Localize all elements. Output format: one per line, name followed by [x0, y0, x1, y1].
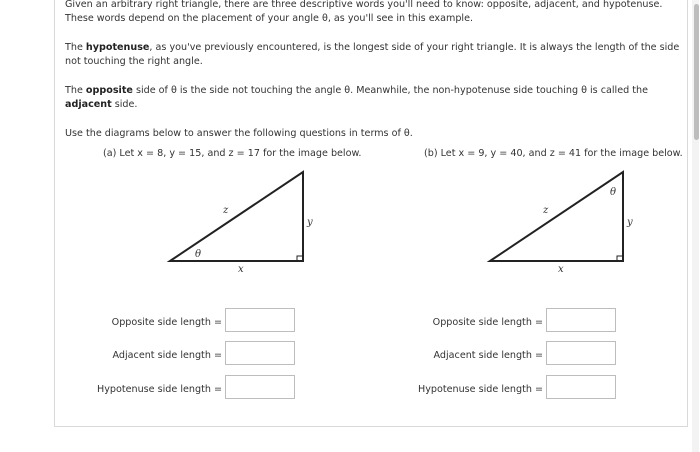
part-b-opposite-label: Opposite side length = [432, 317, 543, 328]
adjacent-term: adjacent [65, 99, 112, 110]
part-a-opposite-label: Opposite side length = [111, 317, 222, 328]
opposite-term: opposite [85, 85, 133, 96]
instruction-text: Use the diagrams below to answer the following questions in terms of θ. [65, 128, 413, 139]
part-b-adjacent-label: Adjacent side length = [433, 350, 543, 361]
triangle-a-label-x: x [238, 264, 244, 275]
triangle-b [490, 172, 623, 261]
hypotenuse-paragraph [65, 41, 679, 69]
opposite-mid: side of θ is the side not touching the angle θ. Meanwhile, the non-hypotenuse side touching θ is called the [132, 85, 648, 96]
part-b-hypotenuse-input[interactable] [546, 375, 616, 399]
triangle-b-diagram [480, 165, 640, 280]
opposite-pre: The [65, 85, 86, 96]
triangle-b-label-x: x [558, 264, 564, 275]
intro-line-2: These words depend on the placement of your angle θ, as you'll see in this example. [65, 13, 474, 24]
opposite-paragraph [65, 84, 648, 112]
triangle-a-diagram [160, 165, 320, 280]
part-a-adjacent-label: Adjacent side length = [112, 350, 222, 361]
part-b-adjacent-input[interactable] [546, 341, 616, 365]
part-a-hypotenuse-label: Hypotenuse side length = [97, 384, 222, 395]
hypotenuse-line-2: not touching the right angle. [65, 56, 203, 67]
part-a-hypotenuse-input[interactable] [225, 375, 295, 399]
hypotenuse-term: hypotenuse [85, 42, 150, 53]
part-a-opposite-input[interactable] [225, 308, 295, 332]
intro-line-1: Given an arbitrary right triangle, there are three descriptive words you'll need to know: opposite, adjacent, and hypotenuse. [65, 0, 663, 10]
triangle-b-label-theta: θ [610, 187, 617, 198]
hypotenuse-post: , as you've previously encountered, is the longest side of your right triangle. It is always the length of the side [149, 42, 680, 53]
scrollbar[interactable] [692, 0, 699, 452]
triangle-a-label-theta: θ [195, 249, 202, 260]
opposite-post: side. [111, 99, 138, 110]
part-a-adjacent-input[interactable] [225, 341, 295, 365]
hypotenuse-pre: The [65, 42, 86, 53]
triangle-b-label-y: y [627, 217, 633, 228]
intro-text [65, 0, 662, 26]
part-b-hypotenuse-label: Hypotenuse side length = [418, 384, 543, 395]
triangle-a [170, 172, 303, 261]
part-a-prompt: (a) Let x = 8, y = 15, and z = 17 for the image below. [103, 148, 362, 159]
part-b-prompt: (b) Let x = 9, y = 40, and z = 41 for the image below. [424, 148, 683, 159]
triangle-b-label-z: z [543, 205, 549, 216]
triangle-a-label-y: y [307, 217, 313, 228]
triangle-a-label-z: z [223, 205, 229, 216]
part-b-opposite-input[interactable] [546, 308, 616, 332]
scrollbar-thumb[interactable] [694, 4, 699, 140]
